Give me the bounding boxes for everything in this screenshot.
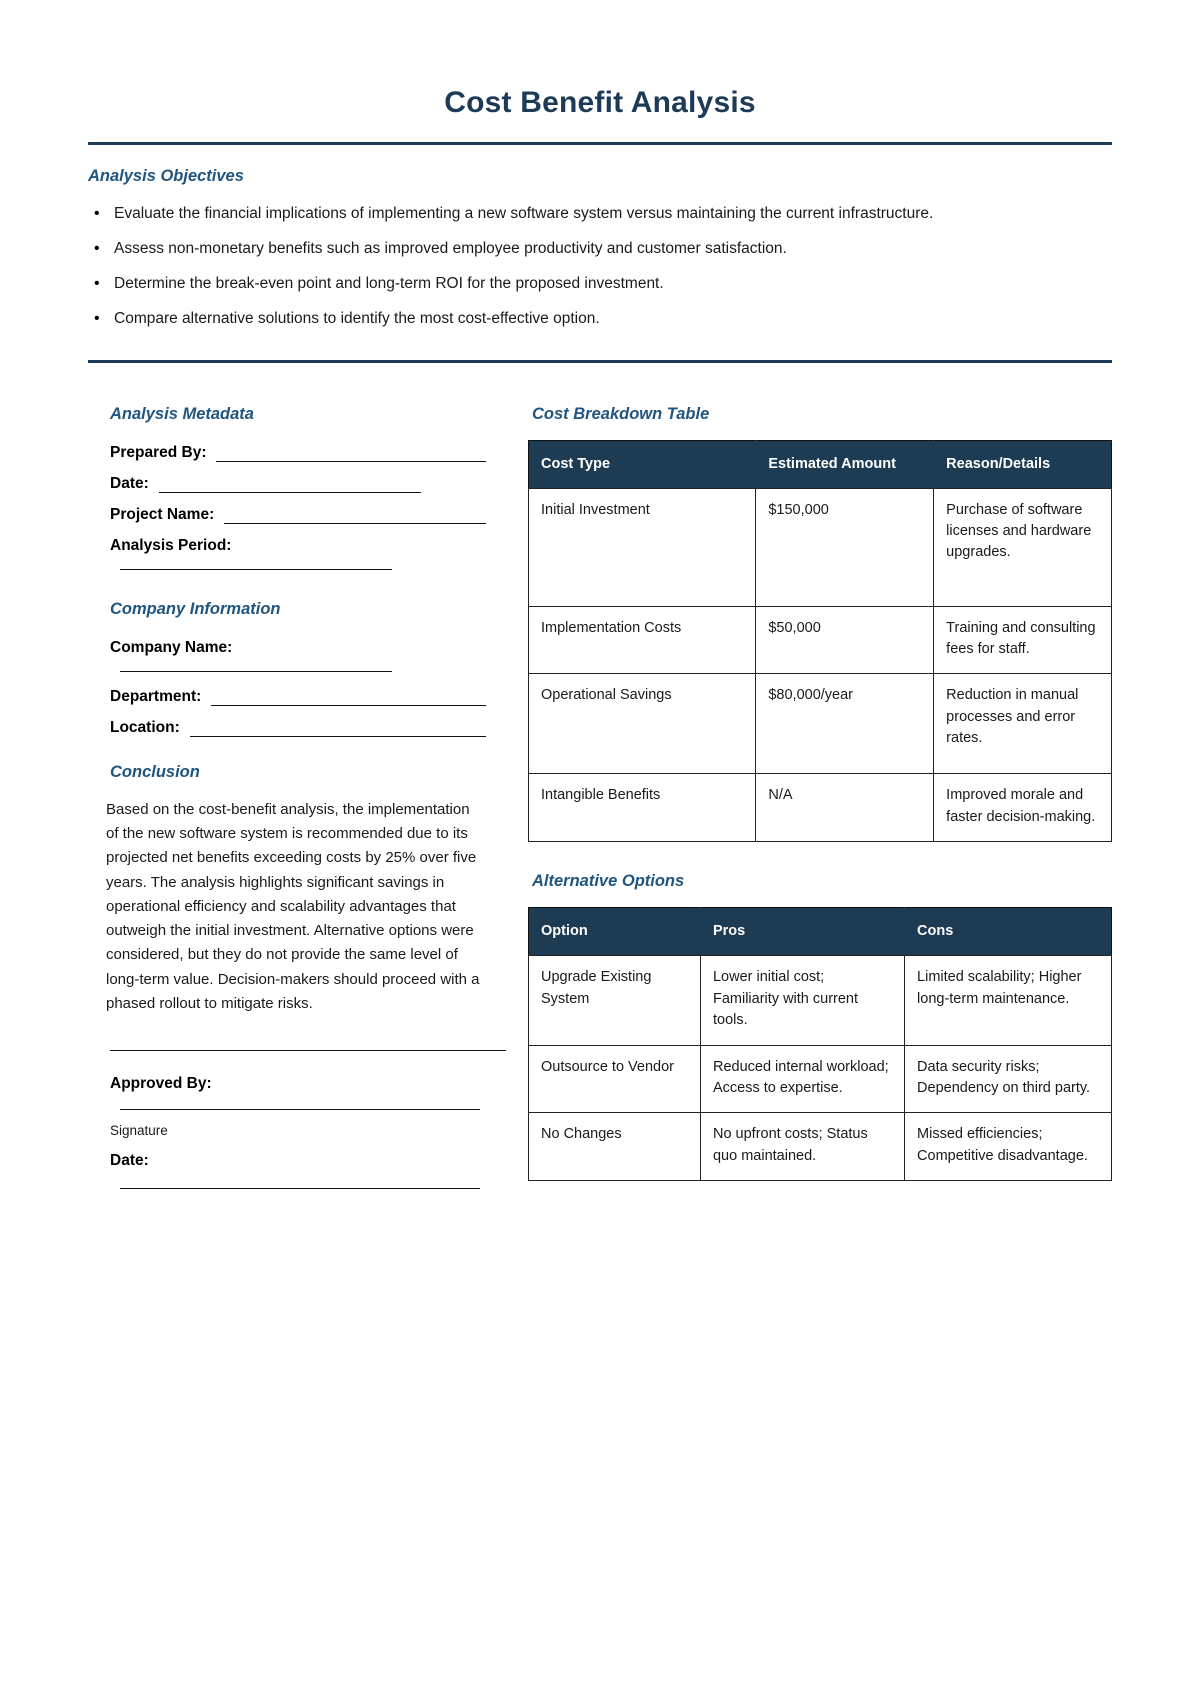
analysis-objectives-list xyxy=(0,204,1200,330)
column-header-option: Option xyxy=(529,908,701,956)
table-header-row xyxy=(529,908,1112,956)
cell-reason: Purchase of software licenses and hardware upgrades. xyxy=(934,488,1112,606)
section-heading-alternative-options: Alternative Options xyxy=(532,872,685,891)
section-heading-analysis-objectives: Analysis Objectives xyxy=(88,167,244,185)
cell-pros: Reduced internal workload; Access to expertise. xyxy=(700,1045,904,1113)
cell-amount: N/A xyxy=(756,774,934,842)
approval-divider xyxy=(110,1050,506,1051)
table-row xyxy=(529,774,1112,842)
cell-cons: Data security risks; Dependency on third party. xyxy=(905,1045,1112,1113)
list-item: • Determine the break-even point and long-term ROI for the proposed investment. xyxy=(92,274,1112,295)
project-name-input[interactable] xyxy=(224,509,486,524)
department-input[interactable] xyxy=(211,691,486,706)
prepared-by-input[interactable] xyxy=(216,447,486,462)
alternative-options-table xyxy=(528,907,1112,1181)
cell-cost-type: Operational Savings xyxy=(529,674,756,774)
column-header-estimated-amount: Estimated Amount xyxy=(756,440,934,488)
analysis-period-input[interactable] xyxy=(120,569,392,570)
list-item: • Assess non-monetary benefits such as improved employee productivity and customer satisfaction. xyxy=(92,239,1112,260)
conclusion-text: Based on the cost-benefit analysis, the implementation of the new software system is recommended due to its projected net benefits exceeding costs by 25% over five years. The analysis highlights significant savings in operational efficiency and scalability advantages that outweigh the initial investment. Alternative options were considered, but they do not provide the same level of long-term value. Decision-makers should proceed with a phased rollout to mitigate risks. xyxy=(106,800,480,1013)
cell-cons: Limited scalability; Higher long-term maintenance. xyxy=(905,956,1112,1045)
cell-reason: Improved morale and faster decision-making. xyxy=(934,774,1112,842)
cell-cons: Missed efficiencies; Competitive disadvantage. xyxy=(905,1113,1112,1181)
signature-caption: Signature xyxy=(110,1123,168,1139)
table-row xyxy=(529,606,1112,674)
field-analysis-period xyxy=(110,537,486,570)
cell-option: No Changes xyxy=(529,1113,701,1181)
page-title: Cost Benefit Analysis xyxy=(444,86,756,119)
cell-amount: $150,000 xyxy=(756,488,934,606)
section-heading-company-information: Company Information xyxy=(110,599,281,618)
cell-reason: Reduction in manual processes and error rates. xyxy=(934,674,1112,774)
cell-amount: $80,000/year xyxy=(756,674,934,774)
field-label: Analysis Period: xyxy=(110,536,232,554)
table-header-row xyxy=(529,440,1112,488)
field-company-name xyxy=(110,639,486,672)
title-divider xyxy=(88,142,1112,145)
left-column xyxy=(98,405,508,1190)
table-row xyxy=(529,488,1112,606)
approval-date-input[interactable] xyxy=(120,1188,480,1189)
section-heading-analysis-metadata: Analysis Metadata xyxy=(110,404,254,423)
table-row xyxy=(529,1045,1112,1113)
cell-option: Upgrade Existing System xyxy=(529,956,701,1045)
field-label: Department: xyxy=(110,687,202,705)
list-item: • Compare alternative solutions to identify the most cost-effective option. xyxy=(92,309,1112,330)
cell-cost-type: Intangible Benefits xyxy=(529,774,756,842)
section-heading-cost-breakdown-table: Cost Breakdown Table xyxy=(532,404,710,423)
cell-cost-type: Initial Investment xyxy=(529,488,756,606)
body-columns xyxy=(0,405,1200,1190)
table-row xyxy=(529,674,1112,774)
approval-date-label: Date: xyxy=(110,1152,149,1170)
approval-block xyxy=(98,1050,486,1189)
field-location xyxy=(110,719,486,737)
date-input[interactable] xyxy=(159,478,421,493)
field-date xyxy=(110,475,486,493)
field-label: Prepared By: xyxy=(110,443,207,461)
company-name-input[interactable] xyxy=(120,671,392,672)
field-label: Date: xyxy=(110,474,149,492)
location-input[interactable] xyxy=(190,722,486,737)
field-project-name xyxy=(110,506,486,524)
analysis-metadata-fields xyxy=(98,444,486,570)
cell-pros: No upfront costs; Status quo maintained. xyxy=(700,1113,904,1181)
field-label: Project Name: xyxy=(110,505,215,523)
cell-pros: Lower initial cost; Familiarity with current tools. xyxy=(700,956,904,1045)
signature-input[interactable] xyxy=(120,1109,480,1110)
field-label: Location: xyxy=(110,718,180,736)
section-heading-conclusion: Conclusion xyxy=(110,762,200,781)
column-header-cost-type: Cost Type xyxy=(529,440,756,488)
field-label: Company Name: xyxy=(110,638,233,656)
table-row xyxy=(529,1113,1112,1181)
cell-cost-type: Implementation Costs xyxy=(529,606,756,674)
approved-by-label: Approved By: xyxy=(110,1075,212,1093)
cell-amount: $50,000 xyxy=(756,606,934,674)
column-header-pros: Pros xyxy=(700,908,904,956)
field-department xyxy=(110,688,486,706)
objectives-divider xyxy=(88,360,1112,363)
column-header-reason-details: Reason/Details xyxy=(934,440,1112,488)
column-header-cons: Cons xyxy=(905,908,1112,956)
list-item: • Evaluate the financial implications of implementing a new software system versus maintaining the current infrastructure. xyxy=(92,204,1112,225)
right-column xyxy=(508,405,1112,1182)
cell-reason: Training and consulting fees for staff. xyxy=(934,606,1112,674)
company-information-fields xyxy=(98,639,486,737)
cell-option: Outsource to Vendor xyxy=(529,1045,701,1113)
field-prepared-by xyxy=(110,444,486,462)
cost-breakdown-table xyxy=(528,440,1112,843)
table-row xyxy=(529,956,1112,1045)
